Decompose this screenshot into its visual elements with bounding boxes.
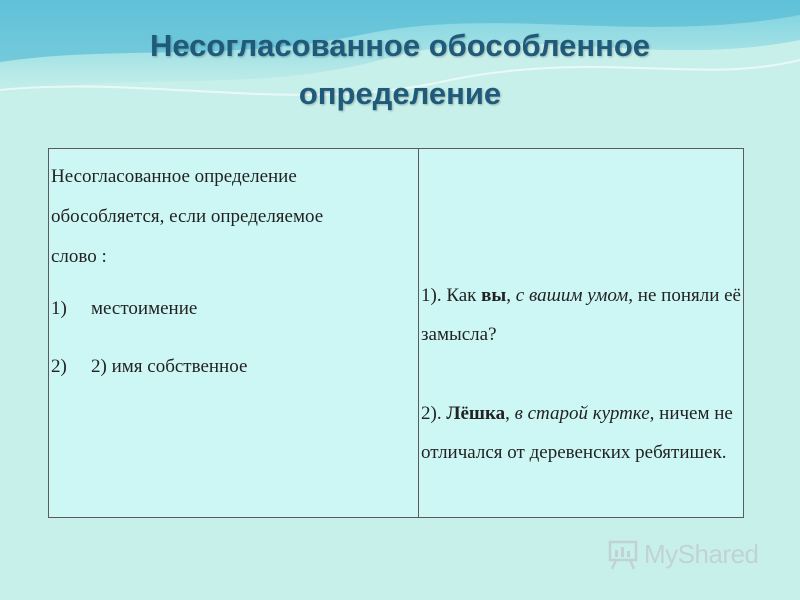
example-1-italic: с вашим умом (515, 285, 629, 306)
slide-title-line2: определение (298, 76, 502, 111)
slide-title (0, 22, 800, 118)
list-item-text: 2) имя собственное (91, 356, 248, 377)
rule-text-line2: обособляется, если определяемое (51, 206, 324, 227)
example-1-rest: , не поняли её замысла? (421, 285, 741, 345)
example-1 (421, 276, 741, 354)
example-2-prefix: 2). (421, 403, 447, 424)
rule-text-line1: Несогласованное определение (51, 166, 297, 187)
list-item-number: 1) (51, 298, 67, 319)
example-2 (421, 394, 741, 472)
rule-text-line3: слово : (51, 246, 107, 267)
rule-cell (49, 149, 419, 517)
example-1-prefix: 1). Как (421, 285, 482, 306)
example-1-sep: , (506, 285, 516, 306)
watermark-text: MyShared (644, 538, 759, 569)
examples-cell (419, 149, 743, 517)
list-item-number: 2) (51, 356, 67, 377)
example-2-sep: , (505, 403, 515, 424)
myshared-watermark (606, 536, 766, 572)
list-item (51, 277, 418, 341)
presentation-board-icon (606, 537, 640, 571)
example-2-italic: в старой куртке, (514, 403, 655, 424)
list-item (51, 335, 418, 399)
example-2-rest: ничем не отличался от деревенских ребятишек. (421, 403, 733, 463)
list-item-text: местоимение (91, 298, 198, 319)
example-1-bold: вы (481, 285, 507, 306)
example-2-bold: Лёшка (446, 403, 506, 424)
slide-title-line1: Несогласованное обособленное (149, 28, 651, 63)
rules-table (48, 148, 744, 518)
